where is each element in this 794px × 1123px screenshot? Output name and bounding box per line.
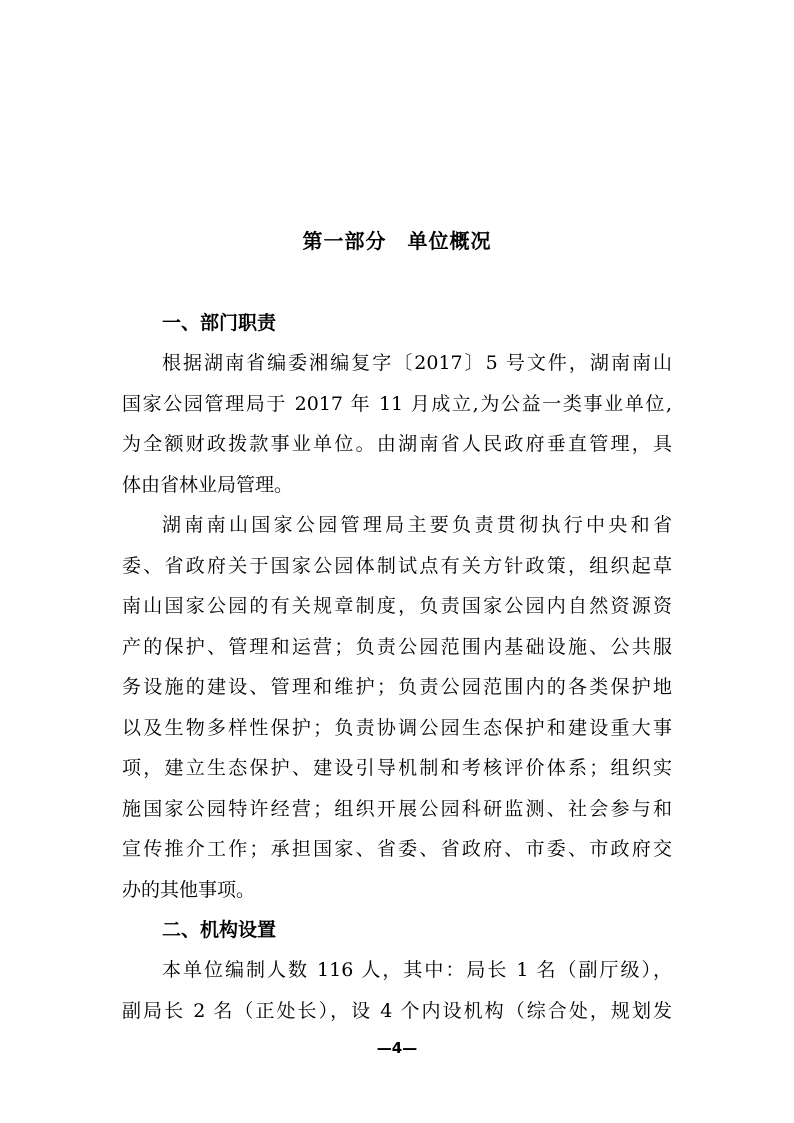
text-line: 体由省林业局管理。 bbox=[122, 473, 294, 496]
page-number: —4— bbox=[376, 1039, 418, 1057]
paragraph bbox=[122, 505, 672, 910]
section-heading: 一、部门职责 bbox=[162, 312, 277, 334]
text-line: 项，建立生态保护、建设引导机制和考核评价体系；组织实 bbox=[122, 757, 672, 779]
section-heading: 二、机构设置 bbox=[162, 919, 277, 941]
text-line: 施国家公园特许经营；组织开展公园科研监测、社会参与和 bbox=[122, 797, 672, 820]
text-line: 湖南南山国家公园管理局主要负责贯彻执行中央和省 bbox=[162, 514, 672, 536]
text-line: 以及生物多样性保护；负责协调公园生态保护和建设重大事 bbox=[122, 716, 672, 739]
document-body bbox=[122, 303, 672, 1031]
text-line: 南山国家公园的有关规章制度，负责国家公园内自然资源资 bbox=[122, 595, 672, 617]
text-line: 副局长 2 名（正处长），设 4 个内设机构（综合处，规划发 bbox=[122, 999, 672, 1022]
text-line: 务设施的建设、管理和维护；负责公园范围内的各类保护地 bbox=[122, 676, 672, 698]
paragraph bbox=[122, 950, 672, 1031]
chapter-title: 第一部分 单位概况 bbox=[302, 229, 492, 253]
text-line: 委、省政府关于国家公园体制试点有关方针政策，组织起草 bbox=[122, 554, 672, 577]
text-line: 宣传推介工作；承担国家、省委、省政府、市委、市政府交 bbox=[122, 838, 672, 860]
paragraph bbox=[122, 343, 672, 505]
text-line: 根据湖南省编委湘编复字〔2017〕5 号文件，湖南南山 bbox=[162, 352, 672, 374]
text-line: 国家公园管理局于 2017 年 11 月成立,为公益一类事业单位, bbox=[122, 392, 672, 415]
text-line: 产的保护、管理和运营；负责公园范围内基础设施、公共服 bbox=[122, 635, 672, 658]
text-line: 本单位编制人数 116 人，其中：局长 1 名（副厅级）， bbox=[162, 959, 672, 981]
text-line: 办的其他事项。 bbox=[122, 878, 256, 901]
text-line: 为全额财政拨款事业单位。由湖南省人民政府垂直管理，具 bbox=[122, 433, 672, 455]
